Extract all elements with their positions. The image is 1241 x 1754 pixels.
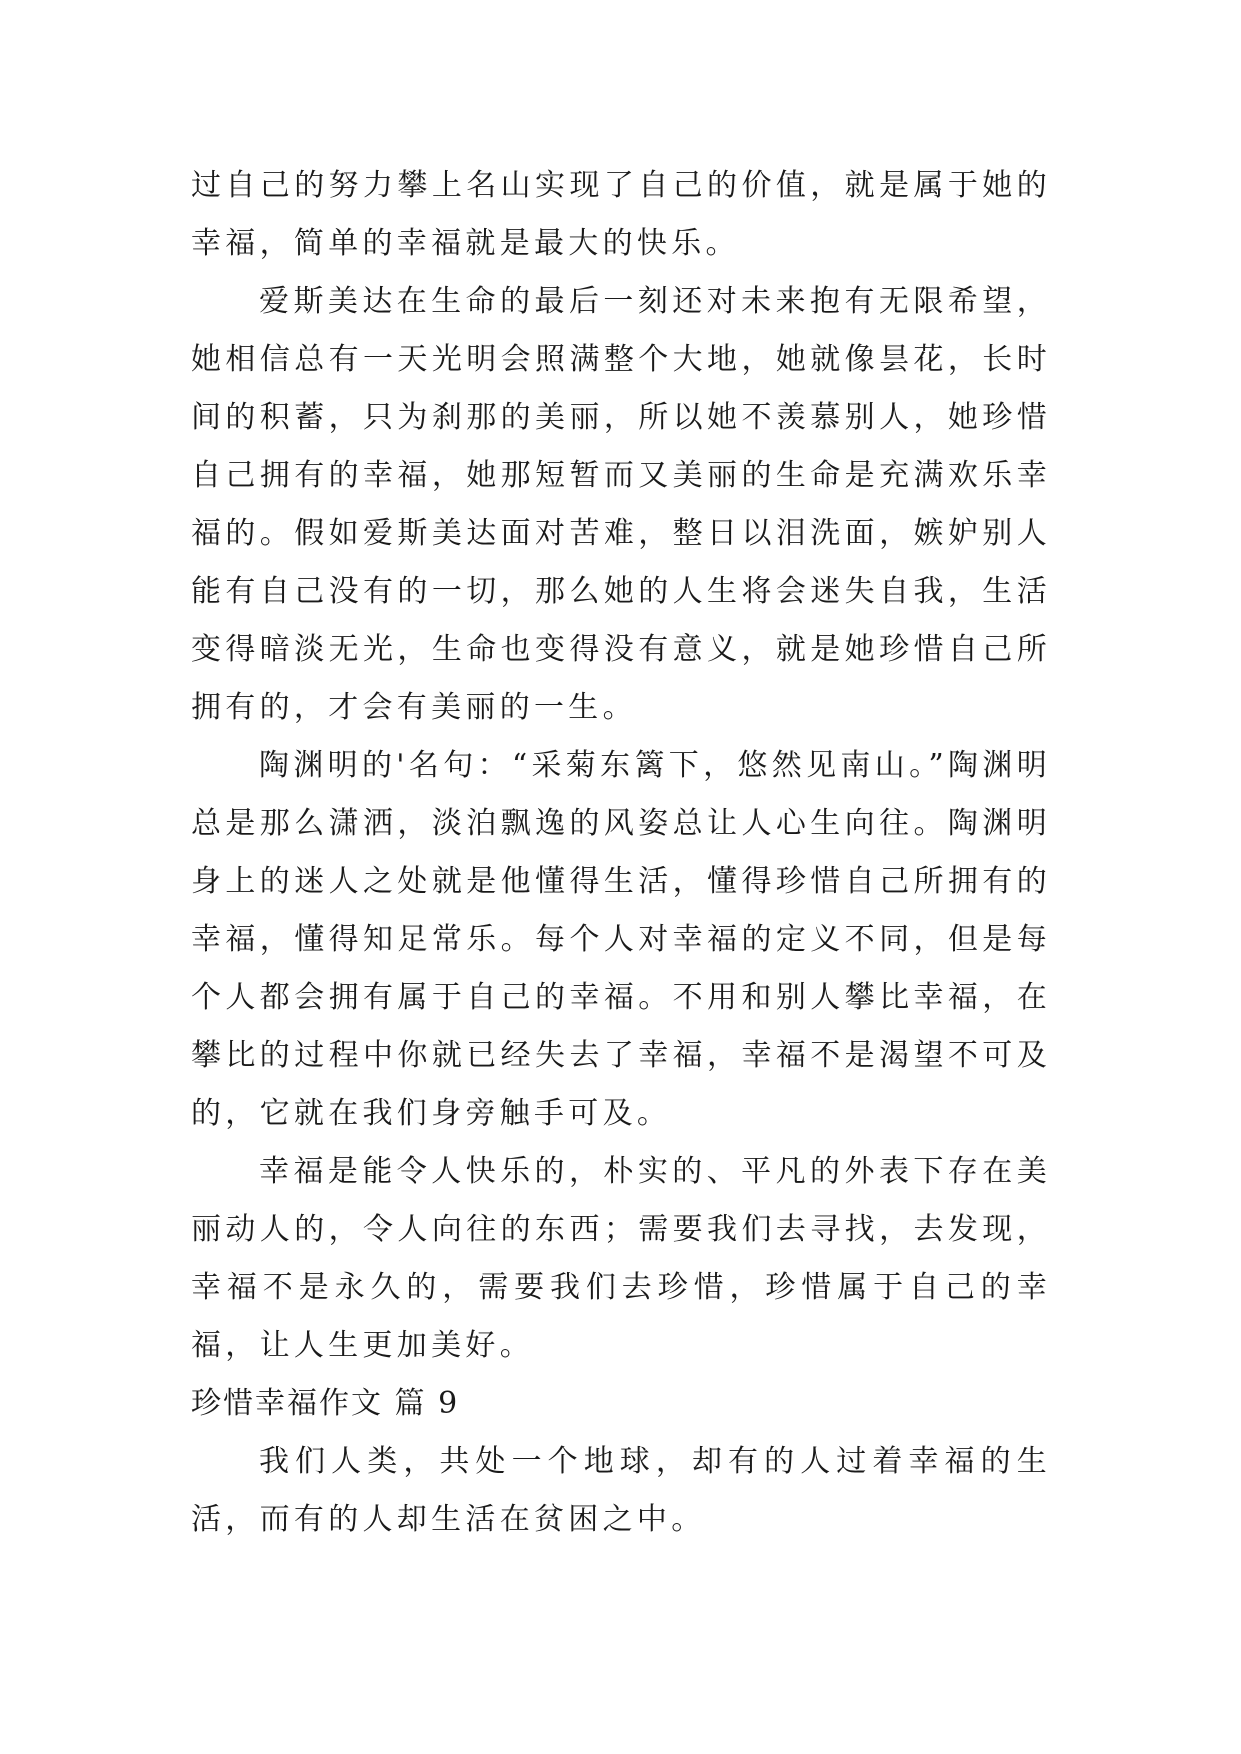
paragraph-esmeralda: 爱斯美达在生命的最后一刻还对未来抱有无限希望，她相信总有一天光明会照满整个大地，她就像昙花，长时间的积蓄，只为刹那的美丽，所以她不羡慕别人，她珍惜自己拥有的幸福，她那短暂而又美丽的生命是充满欢乐幸福的。假如爱斯美达面对苦难，整日以泪洗面，嫉妒别人能有自己没有的一切，那么她的人生将会迷失自我，生活变得暗淡无光，生命也变得没有意义，就是她珍惜自己所拥有的，才会有美丽的一生。 xyxy=(191,284,1051,725)
paragraph-happiness: 幸福是能令人快乐的，朴实的、平凡的外表下存在美丽动人的，令人向往的东西；需要我们去寻找，去发现，幸福不是永久的，需要我们去珍惜，珍惜属于自己的幸福，让人生更加美好。 xyxy=(191,1154,1051,1363)
paragraph-continuation: 过自己的努力攀上名山实现了自己的价值，就是属于她的幸福，简单的幸福就是最大的快乐。 xyxy=(191,168,1051,261)
section-heading: 珍惜幸福作文 篇 9 xyxy=(191,1386,460,1421)
paragraph-humanity: 我们人类，共处一个地球，却有的人过着幸福的生活，而有的人却生活在贫困之中。 xyxy=(191,1444,1051,1537)
document-page xyxy=(191,157,1051,1549)
paragraph-tao-yuanming: 陶渊明的'名句：“采菊东篱下，悠然见南山。”陶渊明总是那么潇洒，淡泊飘逸的风姿总让人心生向往。陶渊明身上的迷人之处就是他懂得生活，懂得珍惜自己所拥有的幸福，懂得知足常乐。每个人对幸福的定义不同，但是每个人都会拥有属于自己的幸福。不用和别人攀比幸福，在攀比的过程中你就已经失去了幸福，幸福不是渴望不可及的，它就在我们身旁触手可及。 xyxy=(191,748,1051,1131)
